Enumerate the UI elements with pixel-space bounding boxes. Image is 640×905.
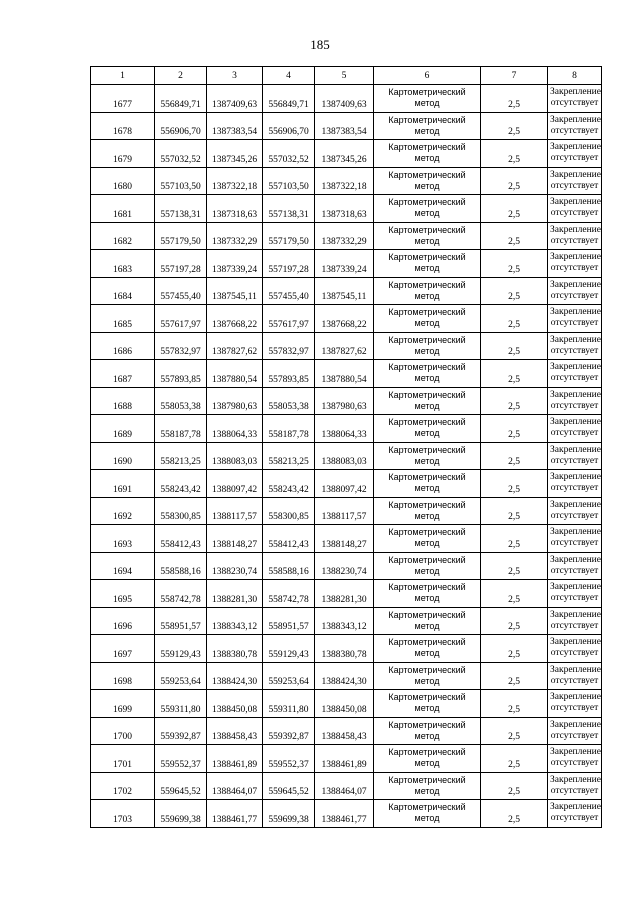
precision-cell: 2,5 [481,525,548,553]
table-row [91,717,602,745]
point-number-cell: 1681 [91,195,155,223]
point-number-cell: 1690 [91,442,155,470]
table-row [91,387,602,415]
point-number-cell: 1687 [91,360,155,388]
y-coordinate-cell: 1388281,30 [207,580,263,608]
precision-cell: 2,5 [481,360,548,388]
y-coordinate-cell: 1387383,54 [315,112,374,140]
y-coordinate-cell: 1388148,27 [207,525,263,553]
method-cell: Картометрический метод [374,470,481,498]
y-coordinate-cell: 1388458,43 [207,717,263,745]
method-cell: Картометрический метод [374,360,481,388]
y-coordinate-cell: 1388083,03 [315,442,374,470]
coordinates-table [90,66,602,828]
table-row [91,195,602,223]
point-number-cell: 1679 [91,140,155,168]
table-row [91,662,602,690]
y-coordinate-cell: 1388461,77 [315,800,374,828]
point-number-cell: 1692 [91,497,155,525]
y-coordinate-cell: 1388424,30 [315,662,374,690]
point-number-cell: 1698 [91,662,155,690]
y-coordinate-cell: 1388343,12 [315,607,374,635]
table-row [91,635,602,663]
y-coordinate-cell: 1387980,63 [315,387,374,415]
precision-cell: 2,5 [481,112,548,140]
y-coordinate-cell: 1387318,63 [315,195,374,223]
fixation-cell: Закрепление отсутствует [548,772,602,800]
x-coordinate-cell: 559129,43 [155,635,207,663]
y-coordinate-cell: 1388281,30 [315,580,374,608]
y-coordinate-cell: 1388097,42 [315,470,374,498]
x-coordinate-cell: 559311,80 [155,690,207,718]
y-coordinate-cell: 1388450,08 [315,690,374,718]
y-coordinate-cell: 1388461,89 [315,745,374,773]
y-coordinate-cell: 1388083,03 [207,442,263,470]
method-cell: Картометрический метод [374,772,481,800]
x-coordinate-cell: 557893,85 [155,360,207,388]
table-row [91,250,602,278]
table-row [91,442,602,470]
fixation-cell: Закрепление отсутствует [548,580,602,608]
x-coordinate-cell: 557832,97 [155,332,207,360]
point-number-cell: 1686 [91,332,155,360]
x-coordinate-cell: 559392,87 [263,717,315,745]
y-coordinate-cell: 1388450,08 [207,690,263,718]
point-number-cell: 1694 [91,552,155,580]
x-coordinate-cell: 558588,16 [155,552,207,580]
y-coordinate-cell: 1387668,22 [207,305,263,333]
precision-cell: 2,5 [481,222,548,250]
y-coordinate-cell: 1387339,24 [315,250,374,278]
method-cell: Картометрический метод [374,525,481,553]
x-coordinate-cell: 559392,87 [155,717,207,745]
fixation-cell: Закрепление отсутствует [548,167,602,195]
fixation-cell: Закрепление отсутствует [548,85,602,113]
table-row [91,140,602,168]
method-cell: Картометрический метод [374,662,481,690]
point-number-cell: 1696 [91,607,155,635]
y-coordinate-cell: 1387409,63 [207,85,263,113]
y-coordinate-cell: 1387332,29 [315,222,374,250]
x-coordinate-cell: 556906,70 [263,112,315,140]
point-number-cell: 1680 [91,167,155,195]
fixation-cell: Закрепление отсутствует [548,360,602,388]
point-number-cell: 1682 [91,222,155,250]
fixation-cell: Закрепление отсутствует [548,112,602,140]
y-coordinate-cell: 1387880,54 [315,360,374,388]
precision-cell: 2,5 [481,305,548,333]
precision-cell: 2,5 [481,552,548,580]
x-coordinate-cell: 559699,38 [263,800,315,828]
fixation-cell: Закрепление отсутствует [548,717,602,745]
x-coordinate-cell: 557197,28 [263,250,315,278]
y-coordinate-cell: 1388230,74 [207,552,263,580]
x-coordinate-cell: 557455,40 [263,277,315,305]
method-cell: Картометрический метод [374,140,481,168]
x-coordinate-cell: 557832,97 [263,332,315,360]
y-coordinate-cell: 1388117,57 [207,497,263,525]
y-coordinate-cell: 1388064,33 [207,415,263,443]
x-coordinate-cell: 557179,50 [155,222,207,250]
precision-cell: 2,5 [481,140,548,168]
method-cell: Картометрический метод [374,415,481,443]
precision-cell: 2,5 [481,745,548,773]
x-coordinate-cell: 558243,42 [155,470,207,498]
y-coordinate-cell: 1387827,62 [315,332,374,360]
x-coordinate-cell: 557617,97 [263,305,315,333]
method-cell: Картометрический метод [374,167,481,195]
x-coordinate-cell: 558187,78 [155,415,207,443]
precision-cell: 2,5 [481,497,548,525]
point-number-cell: 1689 [91,415,155,443]
y-coordinate-cell: 1388230,74 [315,552,374,580]
x-coordinate-cell: 558053,38 [155,387,207,415]
method-cell: Картометрический метод [374,112,481,140]
y-coordinate-cell: 1387322,18 [207,167,263,195]
x-coordinate-cell: 559552,37 [155,745,207,773]
y-coordinate-cell: 1388424,30 [207,662,263,690]
column-header: 4 [263,67,315,85]
method-cell: Картометрический метод [374,635,481,663]
method-cell: Картометрический метод [374,497,481,525]
x-coordinate-cell: 557617,97 [155,305,207,333]
x-coordinate-cell: 556849,71 [263,85,315,113]
x-coordinate-cell: 558300,85 [263,497,315,525]
y-coordinate-cell: 1388464,07 [315,772,374,800]
fixation-cell: Закрепление отсутствует [548,305,602,333]
x-coordinate-cell: 559645,52 [155,772,207,800]
table-row [91,800,602,828]
y-coordinate-cell: 1387339,24 [207,250,263,278]
table-row [91,167,602,195]
y-coordinate-cell: 1387318,63 [207,195,263,223]
table-row [91,470,602,498]
y-coordinate-cell: 1388064,33 [315,415,374,443]
method-cell: Картометрический метод [374,250,481,278]
y-coordinate-cell: 1387880,54 [207,360,263,388]
precision-cell: 2,5 [481,332,548,360]
fixation-cell: Закрепление отсутствует [548,607,602,635]
point-number-cell: 1697 [91,635,155,663]
method-cell: Картометрический метод [374,580,481,608]
y-coordinate-cell: 1388148,27 [315,525,374,553]
table-row [91,607,602,635]
fixation-cell: Закрепление отсутствует [548,277,602,305]
table-row [91,580,602,608]
x-coordinate-cell: 559645,52 [263,772,315,800]
y-coordinate-cell: 1387345,26 [207,140,263,168]
precision-cell: 2,5 [481,662,548,690]
fixation-cell: Закрепление отсутствует [548,745,602,773]
fixation-cell: Закрепление отсутствует [548,525,602,553]
x-coordinate-cell: 558187,78 [263,415,315,443]
y-coordinate-cell: 1387322,18 [315,167,374,195]
x-coordinate-cell: 557138,31 [263,195,315,223]
x-coordinate-cell: 557455,40 [155,277,207,305]
method-cell: Картометрический метод [374,717,481,745]
fixation-cell: Закрепление отсутствует [548,332,602,360]
method-cell: Картометрический метод [374,222,481,250]
table-row [91,497,602,525]
y-coordinate-cell: 1388097,42 [207,470,263,498]
point-number-cell: 1691 [91,470,155,498]
column-header: 3 [207,67,263,85]
precision-cell: 2,5 [481,607,548,635]
precision-cell: 2,5 [481,717,548,745]
method-cell: Картометрический метод [374,387,481,415]
point-number-cell: 1677 [91,85,155,113]
precision-cell: 2,5 [481,690,548,718]
table-row [91,277,602,305]
x-coordinate-cell: 556906,70 [155,112,207,140]
y-coordinate-cell: 1387545,11 [315,277,374,305]
y-coordinate-cell: 1388343,12 [207,607,263,635]
y-coordinate-cell: 1387409,63 [315,85,374,113]
table-row [91,85,602,113]
column-header: 6 [374,67,481,85]
precision-cell: 2,5 [481,772,548,800]
page-number: 185 [310,37,330,52]
fixation-cell: Закрепление отсутствует [548,387,602,415]
fixation-cell: Закрепление отсутствует [548,552,602,580]
x-coordinate-cell: 558742,78 [155,580,207,608]
point-number-cell: 1700 [91,717,155,745]
method-cell: Картометрический метод [374,277,481,305]
y-coordinate-cell: 1387545,11 [207,277,263,305]
point-number-cell: 1693 [91,525,155,553]
x-coordinate-cell: 557179,50 [263,222,315,250]
fixation-cell: Закрепление отсутствует [548,250,602,278]
x-coordinate-cell: 558412,43 [263,525,315,553]
y-coordinate-cell: 1388380,78 [207,635,263,663]
fixation-cell: Закрепление отсутствует [548,470,602,498]
x-coordinate-cell: 558243,42 [263,470,315,498]
point-number-cell: 1688 [91,387,155,415]
method-cell: Картометрический метод [374,690,481,718]
fixation-cell: Закрепление отсутствует [548,222,602,250]
fixation-cell: Закрепление отсутствует [548,415,602,443]
table-row [91,552,602,580]
method-cell: Картометрический метод [374,85,481,113]
fixation-cell: Закрепление отсутствует [548,690,602,718]
y-coordinate-cell: 1388117,57 [315,497,374,525]
x-coordinate-cell: 557103,50 [263,167,315,195]
x-coordinate-cell: 558951,57 [263,607,315,635]
precision-cell: 2,5 [481,442,548,470]
column-header: 5 [315,67,374,85]
method-cell: Картометрический метод [374,195,481,223]
x-coordinate-cell: 558213,25 [263,442,315,470]
table-row [91,360,602,388]
x-coordinate-cell: 559253,64 [263,662,315,690]
x-coordinate-cell: 558300,85 [155,497,207,525]
table-row [91,772,602,800]
column-header: 2 [155,67,207,85]
precision-cell: 2,5 [481,195,548,223]
header-row [91,67,602,85]
y-coordinate-cell: 1388458,43 [315,717,374,745]
point-number-cell: 1702 [91,772,155,800]
y-coordinate-cell: 1387827,62 [207,332,263,360]
method-cell: Картометрический метод [374,332,481,360]
precision-cell: 2,5 [481,250,548,278]
x-coordinate-cell: 557893,85 [263,360,315,388]
precision-cell: 2,5 [481,387,548,415]
point-number-cell: 1683 [91,250,155,278]
precision-cell: 2,5 [481,277,548,305]
x-coordinate-cell: 556849,71 [155,85,207,113]
x-coordinate-cell: 557197,28 [155,250,207,278]
point-number-cell: 1678 [91,112,155,140]
point-number-cell: 1695 [91,580,155,608]
x-coordinate-cell: 558213,25 [155,442,207,470]
precision-cell: 2,5 [481,167,548,195]
method-cell: Картометрический метод [374,305,481,333]
method-cell: Картометрический метод [374,552,481,580]
fixation-cell: Закрепление отсутствует [548,635,602,663]
precision-cell: 2,5 [481,580,548,608]
method-cell: Картометрический метод [374,442,481,470]
x-coordinate-cell: 559552,37 [263,745,315,773]
x-coordinate-cell: 558412,43 [155,525,207,553]
precision-cell: 2,5 [481,635,548,663]
y-coordinate-cell: 1387980,63 [207,387,263,415]
y-coordinate-cell: 1387332,29 [207,222,263,250]
x-coordinate-cell: 559311,80 [263,690,315,718]
table-row [91,415,602,443]
fixation-cell: Закрепление отсутствует [548,195,602,223]
table-row [91,305,602,333]
x-coordinate-cell: 558053,38 [263,387,315,415]
x-coordinate-cell: 557103,50 [155,167,207,195]
fixation-cell: Закрепление отсутствует [548,662,602,690]
fixation-cell: Закрепление отсутствует [548,442,602,470]
point-number-cell: 1685 [91,305,155,333]
x-coordinate-cell: 558951,57 [155,607,207,635]
column-header: 7 [481,67,548,85]
precision-cell: 2,5 [481,800,548,828]
precision-cell: 2,5 [481,415,548,443]
method-cell: Картометрический метод [374,800,481,828]
x-coordinate-cell: 558742,78 [263,580,315,608]
method-cell: Картометрический метод [374,607,481,635]
fixation-cell: Закрепление отсутствует [548,497,602,525]
y-coordinate-cell: 1387345,26 [315,140,374,168]
y-coordinate-cell: 1388380,78 [315,635,374,663]
x-coordinate-cell: 557032,52 [155,140,207,168]
y-coordinate-cell: 1388464,07 [207,772,263,800]
point-number-cell: 1703 [91,800,155,828]
table-row [91,222,602,250]
x-coordinate-cell: 557032,52 [263,140,315,168]
point-number-cell: 1699 [91,690,155,718]
x-coordinate-cell: 558588,16 [263,552,315,580]
table-row [91,112,602,140]
table-row [91,745,602,773]
y-coordinate-cell: 1388461,77 [207,800,263,828]
x-coordinate-cell: 559253,64 [155,662,207,690]
x-coordinate-cell: 559129,43 [263,635,315,663]
point-number-cell: 1701 [91,745,155,773]
fixation-cell: Закрепление отсутствует [548,140,602,168]
precision-cell: 2,5 [481,470,548,498]
column-header: 8 [548,67,602,85]
table-row [91,690,602,718]
x-coordinate-cell: 559699,38 [155,800,207,828]
precision-cell: 2,5 [481,85,548,113]
table-row [91,525,602,553]
table-row [91,332,602,360]
y-coordinate-cell: 1387668,22 [315,305,374,333]
y-coordinate-cell: 1388461,89 [207,745,263,773]
method-cell: Картометрический метод [374,745,481,773]
fixation-cell: Закрепление отсутствует [548,800,602,828]
point-number-cell: 1684 [91,277,155,305]
column-header: 1 [91,67,155,85]
x-coordinate-cell: 557138,31 [155,195,207,223]
y-coordinate-cell: 1387383,54 [207,112,263,140]
